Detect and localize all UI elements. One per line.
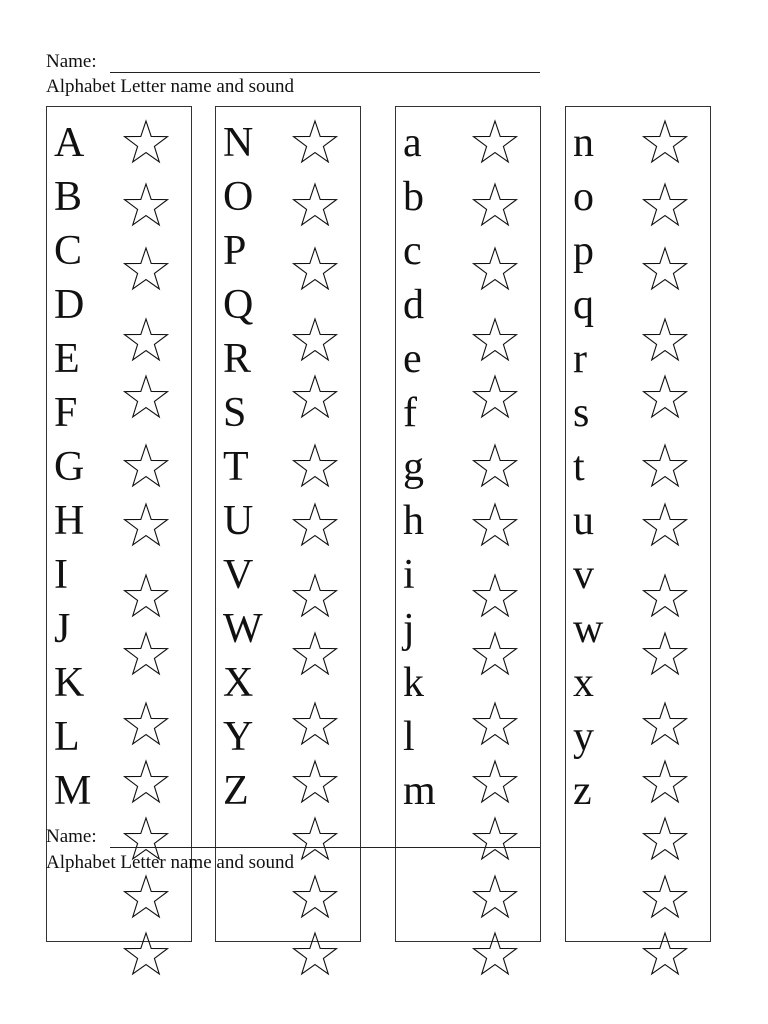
star-outline-icon[interactable] bbox=[471, 572, 519, 620]
star-outline-icon[interactable] bbox=[641, 118, 689, 166]
letter-V: V bbox=[223, 552, 254, 598]
star-outline-icon[interactable] bbox=[122, 572, 170, 620]
letter-B: B bbox=[54, 174, 83, 220]
star-outline-icon[interactable] bbox=[471, 373, 519, 421]
letter-d: d bbox=[403, 282, 424, 328]
star-outline-icon[interactable] bbox=[291, 245, 339, 293]
letter-M: M bbox=[54, 768, 92, 814]
letter-S: S bbox=[223, 390, 247, 436]
star-outline-icon[interactable] bbox=[122, 245, 170, 293]
star-outline-icon[interactable] bbox=[641, 572, 689, 620]
letter-N: N bbox=[223, 120, 254, 166]
letter-l: l bbox=[403, 714, 415, 760]
letter-f: f bbox=[403, 390, 417, 436]
star-outline-icon[interactable] bbox=[641, 873, 689, 921]
star-outline-icon[interactable] bbox=[291, 442, 339, 490]
letter-j: j bbox=[403, 606, 415, 652]
star-outline-icon[interactable] bbox=[641, 373, 689, 421]
star-outline-icon[interactable] bbox=[291, 118, 339, 166]
star-outline-icon[interactable] bbox=[122, 501, 170, 549]
star-outline-icon[interactable] bbox=[122, 700, 170, 748]
letter-E: E bbox=[54, 336, 80, 382]
worksheet-subtitle-repeat: Alphabet Letter name and sound bbox=[46, 852, 294, 873]
letter-b: b bbox=[403, 174, 424, 220]
letter-Y: Y bbox=[223, 714, 254, 760]
letter-u: u bbox=[573, 498, 594, 544]
letter-a: a bbox=[403, 120, 422, 166]
star-outline-icon[interactable] bbox=[471, 181, 519, 229]
star-outline-icon[interactable] bbox=[122, 373, 170, 421]
letter-T: T bbox=[223, 444, 249, 490]
letter-e: e bbox=[403, 336, 422, 382]
star-outline-icon[interactable] bbox=[641, 815, 689, 863]
star-outline-icon[interactable] bbox=[291, 700, 339, 748]
star-outline-icon[interactable] bbox=[471, 758, 519, 806]
star-outline-icon[interactable] bbox=[291, 930, 339, 978]
letter-n: n bbox=[573, 120, 594, 166]
name-label: Name: bbox=[46, 51, 97, 72]
letter-I: I bbox=[54, 552, 68, 598]
letter-x: x bbox=[573, 660, 594, 706]
letter-m: m bbox=[403, 768, 436, 814]
star-outline-icon[interactable] bbox=[122, 442, 170, 490]
letter-v: v bbox=[573, 552, 594, 598]
letter-h: h bbox=[403, 498, 424, 544]
star-outline-icon[interactable] bbox=[471, 630, 519, 678]
star-outline-icon[interactable] bbox=[641, 758, 689, 806]
letter-J: J bbox=[54, 606, 71, 652]
letter-q: q bbox=[573, 282, 594, 328]
letter-G: G bbox=[54, 444, 85, 490]
star-outline-icon[interactable] bbox=[122, 316, 170, 364]
letter-F: F bbox=[54, 390, 78, 436]
star-outline-icon[interactable] bbox=[122, 181, 170, 229]
letter-D: D bbox=[54, 282, 85, 328]
letter-L: L bbox=[54, 714, 80, 760]
letter-X: X bbox=[223, 660, 254, 706]
letter-Z: Z bbox=[223, 768, 249, 814]
name-field[interactable] bbox=[110, 72, 540, 73]
letter-p: p bbox=[573, 228, 594, 274]
star-outline-icon[interactable] bbox=[641, 245, 689, 293]
name-label-repeat: Name: bbox=[46, 826, 97, 847]
star-outline-icon[interactable] bbox=[641, 501, 689, 549]
letter-g: g bbox=[403, 444, 424, 490]
star-outline-icon[interactable] bbox=[471, 316, 519, 364]
star-outline-icon[interactable] bbox=[471, 930, 519, 978]
star-outline-icon[interactable] bbox=[122, 118, 170, 166]
letter-Q: Q bbox=[223, 282, 254, 328]
star-outline-icon[interactable] bbox=[291, 873, 339, 921]
letter-y: y bbox=[573, 714, 594, 760]
star-outline-icon[interactable] bbox=[641, 181, 689, 229]
star-outline-icon[interactable] bbox=[291, 181, 339, 229]
star-outline-icon[interactable] bbox=[291, 758, 339, 806]
letter-C: C bbox=[54, 228, 83, 274]
letter-A: A bbox=[54, 120, 85, 166]
letter-P: P bbox=[223, 228, 247, 274]
letter-K: K bbox=[54, 660, 85, 706]
star-outline-icon[interactable] bbox=[641, 630, 689, 678]
star-outline-icon[interactable] bbox=[471, 815, 519, 863]
letter-c: c bbox=[403, 228, 422, 274]
star-outline-icon[interactable] bbox=[641, 316, 689, 364]
star-outline-icon[interactable] bbox=[291, 373, 339, 421]
letter-R: R bbox=[223, 336, 252, 382]
star-outline-icon[interactable] bbox=[471, 245, 519, 293]
star-outline-icon[interactable] bbox=[122, 930, 170, 978]
star-outline-icon[interactable] bbox=[471, 501, 519, 549]
star-outline-icon[interactable] bbox=[291, 815, 339, 863]
star-outline-icon[interactable] bbox=[291, 316, 339, 364]
star-outline-icon[interactable] bbox=[471, 700, 519, 748]
star-outline-icon[interactable] bbox=[291, 501, 339, 549]
letter-t: t bbox=[573, 444, 585, 490]
letter-H: H bbox=[54, 498, 85, 544]
star-outline-icon[interactable] bbox=[471, 873, 519, 921]
letter-z: z bbox=[573, 768, 592, 814]
star-outline-icon[interactable] bbox=[471, 442, 519, 490]
star-outline-icon[interactable] bbox=[641, 700, 689, 748]
star-outline-icon[interactable] bbox=[641, 442, 689, 490]
star-outline-icon[interactable] bbox=[291, 572, 339, 620]
letter-k: k bbox=[403, 660, 424, 706]
star-outline-icon[interactable] bbox=[122, 873, 170, 921]
star-outline-icon[interactable] bbox=[471, 118, 519, 166]
letter-w: w bbox=[573, 606, 604, 652]
star-outline-icon[interactable] bbox=[122, 630, 170, 678]
letter-o: o bbox=[573, 174, 594, 220]
name-field-repeat[interactable] bbox=[110, 847, 540, 848]
letter-O: O bbox=[223, 174, 254, 220]
letter-r: r bbox=[573, 336, 587, 382]
star-outline-icon[interactable] bbox=[291, 630, 339, 678]
letter-s: s bbox=[573, 390, 590, 436]
letter-i: i bbox=[403, 552, 415, 598]
letter-W: W bbox=[223, 606, 263, 652]
star-outline-icon[interactable] bbox=[122, 758, 170, 806]
worksheet-subtitle: Alphabet Letter name and sound bbox=[46, 76, 294, 97]
letter-U: U bbox=[223, 498, 254, 544]
star-outline-icon[interactable] bbox=[641, 930, 689, 978]
